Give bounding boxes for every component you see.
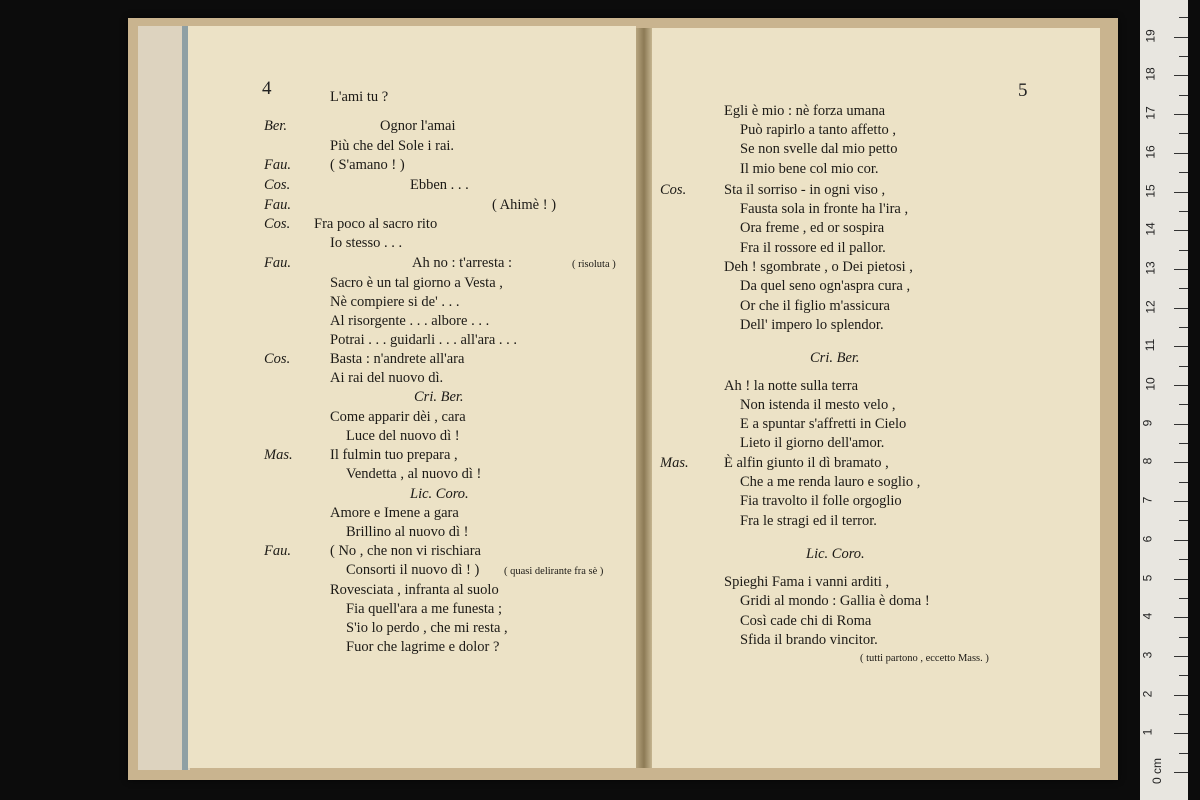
verse-line: Io stesso . . .: [330, 235, 403, 251]
ruler-label: 12: [1143, 299, 1158, 314]
section-heading: Lic. Coro.: [410, 486, 469, 502]
ruler-tick-half: [1179, 598, 1188, 599]
ruler-tick-cm: [1174, 695, 1188, 696]
verse-line: ( No , che non vi rischiara: [330, 543, 481, 559]
ruler-tick-half: [1179, 482, 1188, 483]
stage-direction: ( quasi delirante fra sè ): [504, 566, 604, 577]
verse-line: Fia travolto il folle orgoglio: [740, 493, 902, 509]
verse-line: Che a me renda lauro e soglio ,: [740, 474, 921, 490]
ruler-tick-cm: [1174, 153, 1188, 154]
speaker-label: Mas.: [660, 455, 689, 471]
ruler-tick-half: [1179, 17, 1188, 18]
speaker-label: Mas.: [264, 447, 293, 463]
ruler-label: 7: [1140, 496, 1155, 504]
verse-line: Or che il figlio m'assicura: [740, 298, 890, 314]
ruler-tick-cm: [1174, 540, 1188, 541]
ruler-label: 17: [1143, 106, 1158, 120]
ruler-tick-cm: [1174, 37, 1188, 38]
ruler-label: 10: [1143, 377, 1158, 391]
verse-line: Sta il sorriso - in ogni viso ,: [724, 182, 886, 198]
verse-line: Gridi al mondo : Gallia è doma !: [740, 593, 930, 609]
verse-line: Vendetta , al nuovo dì !: [346, 466, 482, 482]
ruler-tick-half: [1179, 250, 1188, 251]
verse-line: Luce del nuovo dì !: [346, 428, 460, 444]
ruler-tick-half: [1179, 675, 1188, 676]
ruler-label: 18: [1143, 67, 1158, 82]
verse-line: Sacro è un tal giorno a Vesta ,: [330, 275, 503, 291]
ruler-tick-half: [1179, 327, 1188, 328]
ruler-tick-half: [1179, 288, 1188, 289]
measuring-ruler: [1140, 0, 1188, 800]
section-heading: Lic. Coro.: [806, 546, 865, 562]
ruler-label: 11: [1143, 339, 1158, 352]
ruler-tick-cm: [1174, 617, 1188, 618]
ruler-tick-half: [1179, 211, 1188, 212]
stage-direction: ( tutti partono , eccetto Mass. ): [860, 653, 989, 664]
ruler-tick-cm: [1174, 772, 1188, 773]
verse-line: Fia quell'ara a me funesta ;: [346, 601, 503, 617]
speaker-label: Cos.: [264, 177, 291, 193]
verse-line: È alfin giunto il dì bramato ,: [724, 455, 889, 471]
ruler-label: 2: [1140, 690, 1155, 697]
verse-line: Egli è mio : nè forza umana: [724, 103, 886, 119]
verse-line: Fra il rossore ed il pallor.: [740, 240, 886, 256]
verse-line: E a spuntar s'affretti in Cielo: [740, 416, 907, 432]
ruler-tick-half: [1179, 56, 1188, 57]
ruler-label: 6: [1140, 535, 1155, 543]
ruler-tick-cm: [1174, 733, 1188, 734]
verse-line: Al risorgente . . . albore . . .: [330, 313, 490, 329]
page-number: 4: [262, 78, 272, 99]
ruler-tick-half: [1179, 95, 1188, 96]
ruler-tick-half: [1179, 133, 1188, 134]
ruler-tick-cm: [1174, 501, 1188, 502]
stage-direction: ( risoluta ): [572, 259, 616, 270]
ruler-label: 8: [1140, 458, 1155, 465]
ruler-tick-cm: [1174, 462, 1188, 463]
verse-line: Dell' impero lo splendor.: [740, 317, 884, 333]
verse-line: Fuor che lagrime e dolor ?: [346, 639, 500, 655]
verse-line: Consorti il nuovo dì ! ): [346, 562, 480, 578]
verse-line: Così cade chi di Roma: [740, 613, 872, 629]
verse-line: ( Ahimè ! ): [492, 197, 557, 213]
verse-line: Da quel seno ogn'aspra cura ,: [740, 278, 911, 294]
section-heading: Cri. Ber.: [414, 389, 464, 405]
verse-line: Può rapirlo a tanto affetto ,: [740, 122, 896, 138]
ruler-label: 1: [1140, 728, 1155, 736]
gutter: [636, 28, 652, 768]
verse-line: Ora freme , ed or sospira: [740, 220, 885, 236]
ruler-tick-cm: [1174, 75, 1188, 76]
ruler-tick-cm: [1174, 656, 1188, 657]
left-page: [188, 26, 636, 768]
verse-line: Rovesciata , infranta al suolo: [330, 582, 499, 598]
ruler-tick-half: [1179, 559, 1188, 560]
ruler-label: 13: [1143, 261, 1158, 275]
ruler-label: 16: [1143, 145, 1158, 159]
ruler-tick-cm: [1174, 114, 1188, 115]
verse-line: Il fulmin tuo prepara ,: [330, 447, 458, 463]
speaker-label: Fau.: [264, 157, 291, 173]
ruler-tick-half: [1179, 714, 1188, 715]
ruler-label: 4: [1140, 612, 1155, 620]
ruler-label: 14: [1143, 222, 1158, 236]
verse-line: Deh ! sgombrate , o Dei pietosi ,: [724, 259, 913, 275]
ruler-tick-half: [1179, 520, 1188, 521]
verse-line: Ah ! la notte sulla terra: [724, 378, 859, 394]
ruler-label: 5: [1140, 574, 1155, 581]
ruler-tick-cm: [1174, 424, 1188, 425]
ruler-tick-cm: [1174, 230, 1188, 231]
speaker-label: Fau.: [264, 543, 291, 559]
ruler-tick-cm: [1174, 346, 1188, 347]
ruler-tick-cm: [1174, 579, 1188, 580]
verse-line: Nè compiere si de' . . .: [330, 294, 460, 310]
ruler-tick-cm: [1174, 269, 1188, 270]
verse-line: Amore e Imene a gara: [330, 505, 459, 521]
verse-line: Fra le stragi ed il terror.: [740, 513, 877, 529]
ruler-label: 3: [1140, 651, 1155, 659]
verse-line: Ebben . . .: [410, 177, 469, 193]
ruler-label: 19: [1143, 29, 1158, 43]
ruler-label: 15: [1143, 183, 1158, 198]
verse-line: Ah no : t'arresta :: [412, 255, 513, 271]
verse-line: Potrai . . . guidarli . . . all'ara . . .: [330, 332, 518, 348]
verse-line: Brillino al nuovo dì !: [346, 524, 469, 540]
page-number: 5: [1018, 80, 1028, 101]
speaker-label: Cos.: [264, 216, 291, 232]
verse-line: S'io lo perdo , che mi resta ,: [346, 620, 508, 636]
verse-line: ( S'amano ! ): [330, 157, 405, 173]
verse-line: Spieghi Fama i vanni arditi ,: [724, 574, 890, 590]
verse-line: Ognor l'amai: [380, 118, 456, 134]
section-heading: Cri. Ber.: [810, 350, 860, 366]
verse-line: Più che del Sole i rai.: [330, 138, 455, 154]
verse-line: Lieto il giorno dell'amor.: [740, 435, 885, 451]
verse-line: Sfida il brando vincitor.: [740, 632, 878, 648]
ruler-tick-half: [1179, 637, 1188, 638]
right-page: [652, 28, 1100, 768]
verse-line: L'ami tu ?: [330, 89, 389, 105]
speaker-label: Ber.: [264, 118, 287, 134]
verse-line: Fausta sola in fronte ha l'ira ,: [740, 201, 909, 217]
ruler-tick-cm: [1174, 192, 1188, 193]
speaker-label: Fau.: [264, 197, 291, 213]
ruler-tick-half: [1179, 172, 1188, 173]
verse-line: Non istenda il mesto velo ,: [740, 397, 896, 413]
speaker-label: Cos.: [660, 182, 687, 198]
ruler-tick-cm: [1174, 308, 1188, 309]
ruler-label: 9: [1140, 419, 1155, 427]
verse-line: Ai rai del nuovo dì.: [330, 370, 444, 386]
verse-line: Se non svelle dal mio petto: [740, 141, 898, 157]
ruler-tick-half: [1179, 404, 1188, 405]
verse-line: Come apparir dèi , cara: [330, 409, 466, 425]
ruler-tick-half: [1179, 366, 1188, 367]
ruler-label: 0 cm: [1150, 757, 1165, 785]
ruler-tick-half: [1179, 443, 1188, 444]
ruler-tick-cm: [1174, 385, 1188, 386]
verse-line: Il mio bene col mio cor.: [740, 161, 879, 177]
ruler-tick-half: [1179, 753, 1188, 754]
speaker-label: Cos.: [264, 351, 291, 367]
verse-line: Basta : n'andrete all'ara: [330, 351, 465, 367]
speaker-label: Fau.: [264, 255, 291, 271]
verse-line: Fra poco al sacro rito: [314, 216, 438, 232]
